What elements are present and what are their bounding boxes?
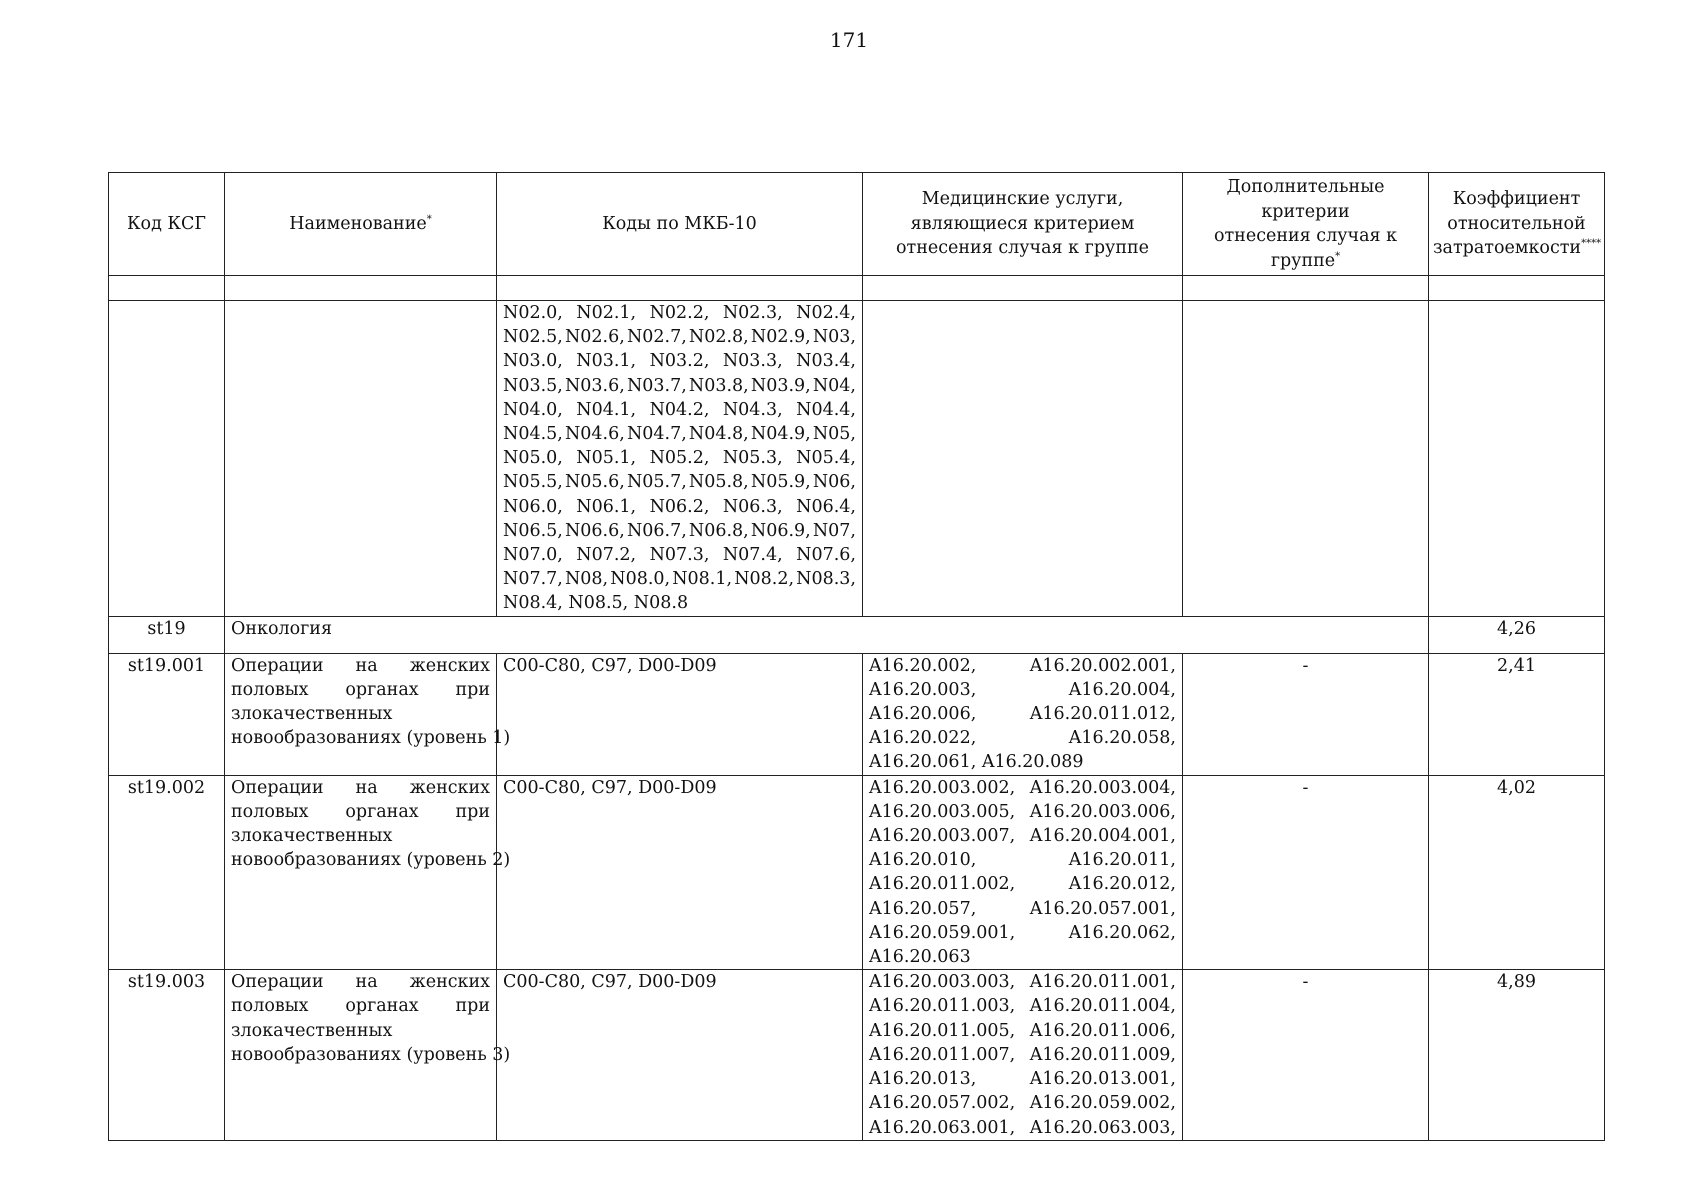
service-code-line: A16.20.010, A16.20.011, — [869, 850, 1176, 871]
ksg-name-line: Операции на женских — [231, 972, 490, 993]
ksg-name-line: половых органах при — [231, 679, 490, 700]
table-row — [109, 653, 1605, 775]
service-code-line: A16.20.011.002, A16.20.012, — [869, 874, 1176, 895]
mkb-code-line: N02.5, N02.6, N02.7, N02.8, N02.9, N03, — [503, 327, 856, 348]
service-code-line: A16.20.022, A16.20.058, — [869, 728, 1176, 749]
ksg-name-line: Операции на женских — [231, 655, 490, 676]
mkb-code-line: N03.5, N03.6, N03.7, N03.8, N03.9, N04, — [503, 375, 856, 396]
mkb-code-line: N05.0, N05.1, N05.2, N05.3, N05.4, — [503, 448, 856, 469]
header-spacer-row — [109, 276, 1605, 301]
ksg-name — [225, 653, 511, 775]
ksg-name — [225, 970, 511, 1140]
mkb-code-line: N07.7, N08, N08.0, N08.1, N08.2, N08.3, — [503, 569, 856, 590]
header-name: Наименование* — [225, 173, 497, 276]
service-code-line: A16.20.003.005, A16.20.003.006, — [869, 801, 1176, 822]
ksg-name-line: половых органах при — [231, 996, 490, 1017]
service-codes — [863, 775, 1183, 970]
ksg-name-line: новообразованиях (уровень 3) — [231, 1044, 511, 1065]
ksg-code: st19.002 — [109, 775, 225, 970]
table-header-row — [109, 173, 1605, 276]
coef-value: 4,02 — [1429, 775, 1605, 970]
table-row-continuation — [109, 301, 1605, 617]
service-code-line: A16.20.011.007, A16.20.011.009, — [869, 1044, 1176, 1065]
additional-criteria: - — [1183, 775, 1429, 970]
coef-value: 4,89 — [1429, 970, 1605, 1140]
footnote-mark: **** — [1581, 238, 1602, 250]
table-row-profile — [109, 616, 1605, 653]
ksg-name-line: злокачественных — [231, 1020, 393, 1041]
page-number: 171 — [829, 28, 869, 52]
profile-name: Онкология — [225, 616, 1429, 653]
service-codes — [863, 653, 1183, 775]
ksg-code: st19.001 — [109, 653, 225, 775]
service-code-line: A16.20.063.001, A16.20.063.003, — [869, 1117, 1176, 1138]
ksg-table — [108, 172, 1605, 1141]
header-code: Код КСГ — [109, 173, 225, 276]
mkb-code-line: N03.0, N03.1, N03.2, N03.3, N03.4, — [503, 351, 856, 372]
coef-value: 4,26 — [1429, 616, 1605, 653]
header-services: Медицинские услуги, являющиеся критерием отнесения случая к группе — [863, 173, 1183, 276]
service-code-line: A16.20.006, A16.20.011.012, — [869, 704, 1176, 725]
mkb-code-line: N04.5, N04.6, N04.7, N04.8, N04.9, N05, — [503, 424, 856, 445]
service-code-line: A16.20.063 — [869, 947, 971, 968]
mkb-code-line: N05.5, N05.6, N05.7, N05.8, N05.9, N06, — [503, 472, 856, 493]
table-row — [109, 775, 1605, 970]
additional-criteria: - — [1183, 653, 1429, 775]
mkb-code-line: N06.5, N06.6, N06.7, N06.8, N06.9, N07, — [503, 520, 856, 541]
mkb-codes: C00-C80, C97, D00-D09 — [497, 970, 863, 1140]
ksg-name — [225, 775, 511, 970]
footnote-mark: * — [1335, 250, 1341, 262]
service-code-line: A16.20.013, A16.20.013.001, — [869, 1069, 1176, 1090]
coef-value: 2,41 — [1429, 653, 1605, 775]
mkb-codes: C00-C80, C97, D00-D09 — [497, 775, 863, 970]
ksg-name-line: злокачественных — [231, 826, 393, 847]
service-code-line: A16.20.057, A16.20.057.001, — [869, 898, 1176, 919]
header-coef: Коэффициент относительной затратоемкости**** — [1429, 173, 1605, 276]
ksg-code: st19 — [109, 616, 225, 653]
mkb-code-line: N06.0, N06.1, N06.2, N06.3, N06.4, — [503, 496, 856, 517]
service-code-line: A16.20.003, A16.20.004, — [869, 679, 1176, 700]
service-code-line: A16.20.003.002, A16.20.003.004, — [869, 777, 1176, 798]
ksg-name-line: Операции на женских — [231, 777, 490, 798]
ksg-name-line: злокачественных — [231, 704, 393, 725]
mkb-code-line: N04.0, N04.1, N04.2, N04.3, N04.4, — [503, 399, 856, 420]
ksg-code: st19.003 — [109, 970, 225, 1140]
service-code-line: A16.20.002, A16.20.002.001, — [869, 655, 1176, 676]
mkb-code-line: N08.4, N08.5, N08.8 — [503, 593, 689, 614]
mkb-code-list — [503, 301, 856, 616]
service-code-line: A16.20.061, A16.20.089 — [869, 752, 1084, 773]
service-code-line: A16.20.003.007, A16.20.004.001, — [869, 826, 1176, 847]
mkb-codes: C00-C80, C97, D00-D09 — [497, 653, 863, 775]
service-code-line: A16.20.057.002, A16.20.059.002, — [869, 1093, 1176, 1114]
service-codes — [863, 970, 1183, 1140]
service-code-line: A16.20.003.003, A16.20.011.001, — [869, 972, 1176, 993]
ksg-name-line: новообразованиях (уровень 1) — [231, 728, 511, 749]
service-code-line: A16.20.059.001, A16.20.062, — [869, 922, 1176, 943]
mkb-codes-cell — [497, 301, 863, 617]
mkb-code-line: N02.0, N02.1, N02.2, N02.3, N02.4, — [503, 303, 856, 323]
additional-criteria: - — [1183, 970, 1429, 1140]
footnote-mark: * — [426, 213, 432, 225]
service-code-line: A16.20.011.005, A16.20.011.006, — [869, 1020, 1176, 1041]
header-mkb: Коды по МКБ-10 — [497, 173, 863, 276]
table-row — [109, 970, 1605, 1140]
ksg-name-line: новообразованиях (уровень 2) — [231, 850, 511, 871]
service-code-line: A16.20.011.003, A16.20.011.004, — [869, 996, 1176, 1017]
header-criteria: Дополнительные критерии отнесения случая к группе* — [1183, 173, 1429, 276]
ksg-name-line: половых органах при — [231, 801, 490, 822]
mkb-code-line: N07.0, N07.2, N07.3, N07.4, N07.6, — [503, 545, 856, 566]
